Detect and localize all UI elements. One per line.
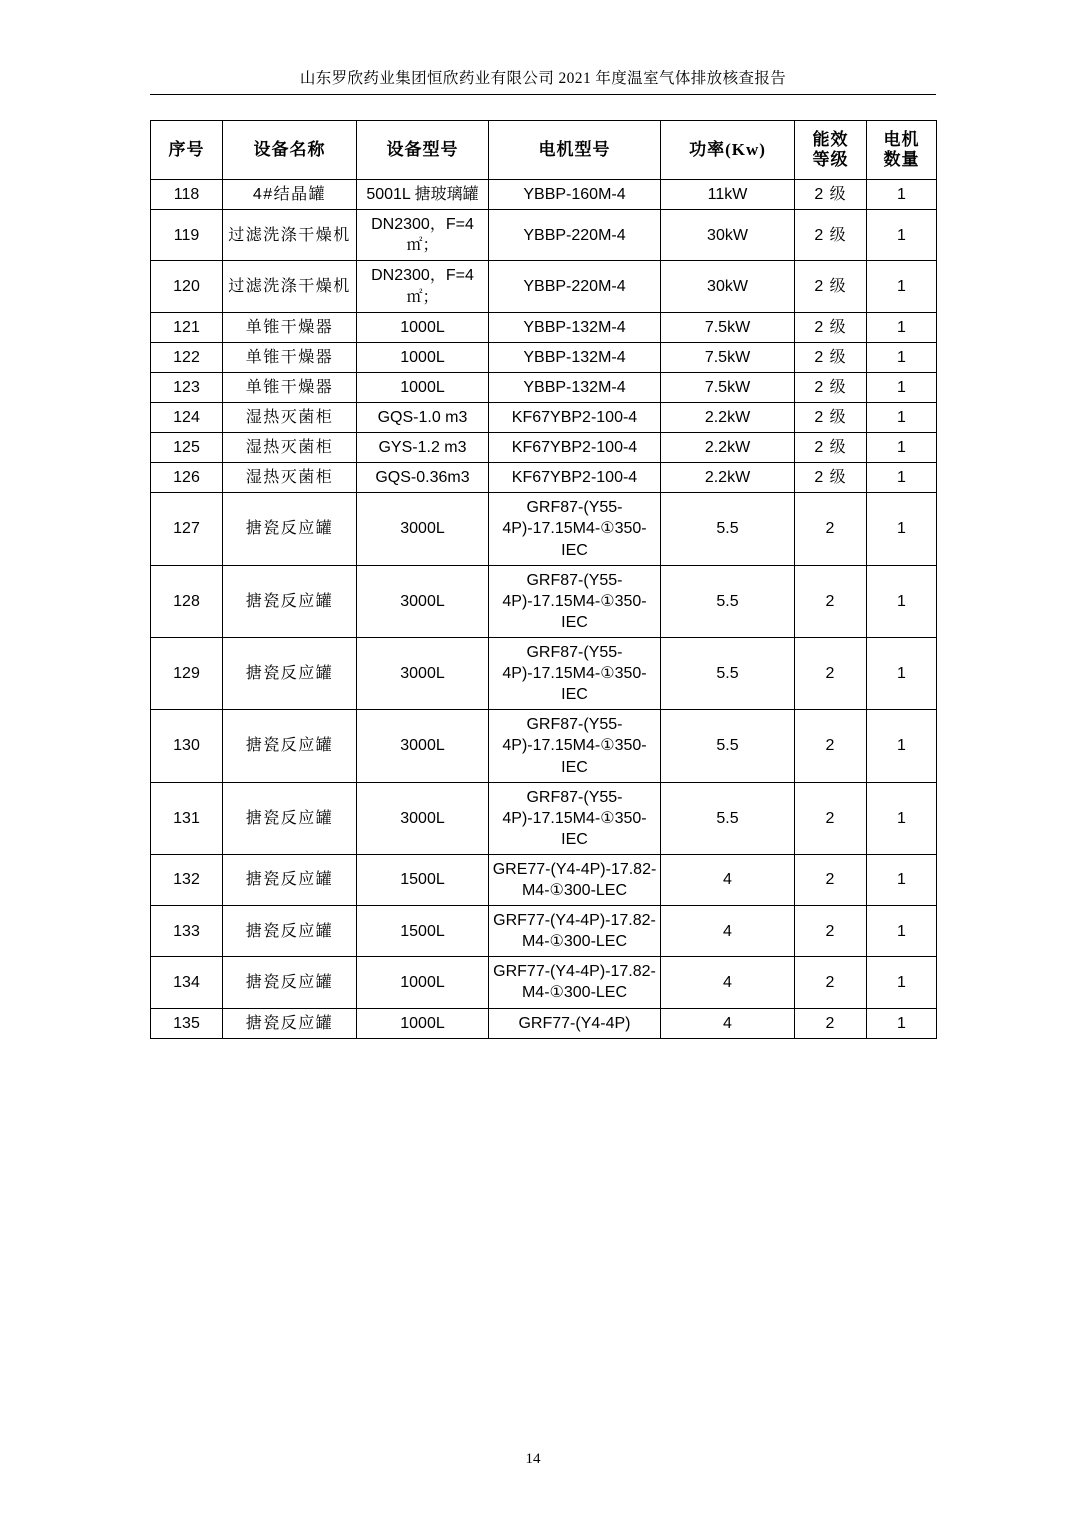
cell-motor-model: YBBP-132M-4 xyxy=(489,342,661,372)
cell-efficiency-grade: 2 xyxy=(795,493,867,565)
cell-power: 5.5 xyxy=(661,637,795,709)
table-row xyxy=(151,463,937,493)
cell-no: 125 xyxy=(151,433,223,463)
cell-efficiency-grade: 2 级 xyxy=(795,312,867,342)
cell-equipment-model: 1000L xyxy=(357,342,489,372)
cell-equipment-model: 1000L xyxy=(357,372,489,402)
table-row xyxy=(151,565,937,637)
cell-efficiency-grade: 2 级 xyxy=(795,342,867,372)
cell-equipment-name: 搪瓷反应罐 xyxy=(223,957,357,1008)
column-header-name: 设备名称 xyxy=(223,121,357,180)
cell-motor-qty: 1 xyxy=(867,402,937,432)
cell-motor-qty: 1 xyxy=(867,493,937,565)
table-row xyxy=(151,710,937,782)
table-row xyxy=(151,906,937,957)
column-header-model: 设备型号 xyxy=(357,121,489,180)
table-header-row xyxy=(151,121,937,180)
cell-equipment-model: DN2300，F=4 ㎡； xyxy=(357,261,489,312)
cell-efficiency-grade: 2 xyxy=(795,782,867,854)
table-row xyxy=(151,312,937,342)
cell-efficiency-grade: 2 xyxy=(795,957,867,1008)
cell-motor-qty: 1 xyxy=(867,637,937,709)
cell-motor-qty: 1 xyxy=(867,565,937,637)
column-header-efficiency-grade xyxy=(795,121,867,180)
cell-no: 131 xyxy=(151,782,223,854)
column-header-motor-qty-line1: 电机 xyxy=(883,130,920,149)
cell-efficiency-grade: 2 级 xyxy=(795,261,867,312)
cell-equipment-name: 搪瓷反应罐 xyxy=(223,906,357,957)
cell-equipment-model: GQS-0.36m3 xyxy=(357,463,489,493)
cell-no: 127 xyxy=(151,493,223,565)
cell-power: 7.5kW xyxy=(661,312,795,342)
column-header-no: 序号 xyxy=(151,121,223,180)
header-divider xyxy=(150,94,936,95)
table-row xyxy=(151,342,937,372)
cell-no: 135 xyxy=(151,1008,223,1038)
cell-equipment-model: 3000L xyxy=(357,637,489,709)
cell-efficiency-grade: 2 xyxy=(795,854,867,905)
cell-motor-qty: 1 xyxy=(867,854,937,905)
cell-motor-model: GRE77-(Y4-4P)-17.82-M4-①300-LEC xyxy=(489,854,661,905)
equipment-table-container xyxy=(150,120,936,1039)
cell-power: 7.5kW xyxy=(661,342,795,372)
cell-power: 4 xyxy=(661,957,795,1008)
cell-equipment-name: 搪瓷反应罐 xyxy=(223,1008,357,1038)
cell-power: 7.5kW xyxy=(661,372,795,402)
cell-no: 124 xyxy=(151,402,223,432)
cell-efficiency-grade: 2 级 xyxy=(795,210,867,261)
cell-equipment-name: 搪瓷反应罐 xyxy=(223,854,357,905)
cell-power: 2.2kW xyxy=(661,402,795,432)
cell-equipment-name: 过滤洗涤干燥机 xyxy=(223,261,357,312)
table-row xyxy=(151,854,937,905)
cell-equipment-name: 单锥干燥器 xyxy=(223,372,357,402)
cell-efficiency-grade: 2 级 xyxy=(795,463,867,493)
table-row xyxy=(151,1008,937,1038)
cell-no: 121 xyxy=(151,312,223,342)
cell-motor-model: GRF87-(Y55-4P)-17.15M4-①350-IEC xyxy=(489,782,661,854)
cell-equipment-name: 单锥干燥器 xyxy=(223,342,357,372)
cell-motor-model: GRF87-(Y55-4P)-17.15M4-①350-IEC xyxy=(489,493,661,565)
cell-equipment-name: 搪瓷反应罐 xyxy=(223,782,357,854)
cell-motor-qty: 1 xyxy=(867,906,937,957)
cell-motor-qty: 1 xyxy=(867,782,937,854)
column-header-efficiency-grade-line2: 等级 xyxy=(812,150,849,170)
cell-no: 120 xyxy=(151,261,223,312)
cell-efficiency-grade: 2 xyxy=(795,710,867,782)
cell-equipment-model: 3000L xyxy=(357,782,489,854)
column-header-power: 功率(Kw) xyxy=(661,121,795,180)
cell-no: 133 xyxy=(151,906,223,957)
cell-motor-qty: 1 xyxy=(867,312,937,342)
cell-motor-model: YBBP-132M-4 xyxy=(489,372,661,402)
cell-equipment-model: 1000L xyxy=(357,957,489,1008)
cell-motor-model: GRF87-(Y55-4P)-17.15M4-①350-IEC xyxy=(489,710,661,782)
table-row xyxy=(151,433,937,463)
cell-equipment-model: 1500L xyxy=(357,854,489,905)
table-row xyxy=(151,493,937,565)
cell-motor-qty: 1 xyxy=(867,261,937,312)
table-row xyxy=(151,210,937,261)
table-row xyxy=(151,372,937,402)
cell-motor-model: YBBP-220M-4 xyxy=(489,261,661,312)
cell-no: 126 xyxy=(151,463,223,493)
cell-power: 5.5 xyxy=(661,565,795,637)
cell-equipment-name: 单锥干燥器 xyxy=(223,312,357,342)
cell-no: 132 xyxy=(151,854,223,905)
cell-power: 30kW xyxy=(661,210,795,261)
cell-motor-model: GRF87-(Y55-4P)-17.15M4-①350-IEC xyxy=(489,565,661,637)
page-header-title: 山东罗欣药业集团恒欣药业有限公司 2021 年度温室气体排放核查报告 xyxy=(299,70,787,87)
cell-efficiency-grade: 2 级 xyxy=(795,433,867,463)
cell-equipment-model: 1500L xyxy=(357,906,489,957)
equipment-table xyxy=(150,120,937,1039)
cell-efficiency-grade: 2 xyxy=(795,637,867,709)
cell-efficiency-grade: 2 xyxy=(795,565,867,637)
cell-motor-model: YBBP-160M-4 xyxy=(489,180,661,210)
cell-equipment-model: 3000L xyxy=(357,710,489,782)
cell-equipment-name: 搪瓷反应罐 xyxy=(223,493,357,565)
column-header-efficiency-grade-line1: 能效 xyxy=(812,130,849,149)
cell-power: 5.5 xyxy=(661,710,795,782)
cell-motor-model: YBBP-220M-4 xyxy=(489,210,661,261)
table-row xyxy=(151,957,937,1008)
cell-no: 119 xyxy=(151,210,223,261)
cell-motor-qty: 1 xyxy=(867,372,937,402)
cell-motor-model: KF67YBP2-100-4 xyxy=(489,402,661,432)
page-number: 14 xyxy=(525,1451,541,1467)
cell-efficiency-grade: 2 级 xyxy=(795,402,867,432)
cell-no: 130 xyxy=(151,710,223,782)
cell-equipment-name: 搪瓷反应罐 xyxy=(223,565,357,637)
cell-equipment-name: 搪瓷反应罐 xyxy=(223,710,357,782)
column-header-motor-model: 电机型号 xyxy=(489,121,661,180)
cell-power: 4 xyxy=(661,906,795,957)
cell-motor-model: KF67YBP2-100-4 xyxy=(489,463,661,493)
table-row xyxy=(151,782,937,854)
cell-power: 2.2kW xyxy=(661,463,795,493)
cell-no: 129 xyxy=(151,637,223,709)
cell-motor-model: GRF77-(Y4-4P)-17.82-M4-①300-LEC xyxy=(489,906,661,957)
cell-motor-qty: 1 xyxy=(867,342,937,372)
cell-motor-model: GRF77-(Y4-4P)-17.82-M4-①300-LEC xyxy=(489,957,661,1008)
cell-no: 123 xyxy=(151,372,223,402)
cell-power: 5.5 xyxy=(661,493,795,565)
cell-motor-qty: 1 xyxy=(867,180,937,210)
cell-no: 128 xyxy=(151,565,223,637)
cell-no: 122 xyxy=(151,342,223,372)
cell-equipment-model: GYS-1.2 m3 xyxy=(357,433,489,463)
cell-equipment-model: 3000L xyxy=(357,493,489,565)
cell-equipment-name: 湿热灭菌柜 xyxy=(223,402,357,432)
cell-power: 5.5 xyxy=(661,782,795,854)
cell-efficiency-grade: 2 级 xyxy=(795,180,867,210)
table-row xyxy=(151,637,937,709)
cell-motor-qty: 1 xyxy=(867,957,937,1008)
cell-equipment-name: 4#结晶罐 xyxy=(223,180,357,210)
column-header-motor-qty-line2: 数量 xyxy=(883,150,920,170)
cell-efficiency-grade: 2 级 xyxy=(795,372,867,402)
cell-equipment-model: GQS-1.0 m3 xyxy=(357,402,489,432)
cell-equipment-name: 搪瓷反应罐 xyxy=(223,637,357,709)
cell-motor-model: GRF87-(Y55-4P)-17.15M4-①350-IEC xyxy=(489,637,661,709)
table-body xyxy=(151,180,937,1039)
cell-motor-qty: 1 xyxy=(867,710,937,782)
cell-equipment-name: 湿热灭菌柜 xyxy=(223,433,357,463)
cell-power: 4 xyxy=(661,854,795,905)
cell-efficiency-grade: 2 xyxy=(795,1008,867,1038)
cell-motor-qty: 1 xyxy=(867,433,937,463)
cell-equipment-model: 3000L xyxy=(357,565,489,637)
cell-power: 30kW xyxy=(661,261,795,312)
cell-power: 11kW xyxy=(661,180,795,210)
cell-equipment-model: 5001L 搪玻璃罐 xyxy=(357,180,489,210)
table-row xyxy=(151,402,937,432)
cell-no: 134 xyxy=(151,957,223,1008)
cell-power: 2.2kW xyxy=(661,433,795,463)
table-row xyxy=(151,261,937,312)
cell-motor-qty: 1 xyxy=(867,463,937,493)
cell-equipment-name: 过滤洗涤干燥机 xyxy=(223,210,357,261)
cell-equipment-model: DN2300，F=4 ㎡； xyxy=(357,210,489,261)
column-header-motor-qty xyxy=(867,121,937,180)
cell-motor-qty: 1 xyxy=(867,1008,937,1038)
cell-motor-model: YBBP-132M-4 xyxy=(489,312,661,342)
cell-power: 4 xyxy=(661,1008,795,1038)
cell-equipment-name: 湿热灭菌柜 xyxy=(223,463,357,493)
cell-equipment-model: 1000L xyxy=(357,312,489,342)
cell-equipment-model: 1000L xyxy=(357,1008,489,1038)
cell-no: 118 xyxy=(151,180,223,210)
cell-motor-model: KF67YBP2-100-4 xyxy=(489,433,661,463)
cell-motor-qty: 1 xyxy=(867,210,937,261)
table-row xyxy=(151,180,937,210)
cell-motor-model: GRF77-(Y4-4P) xyxy=(489,1008,661,1038)
cell-efficiency-grade: 2 xyxy=(795,906,867,957)
